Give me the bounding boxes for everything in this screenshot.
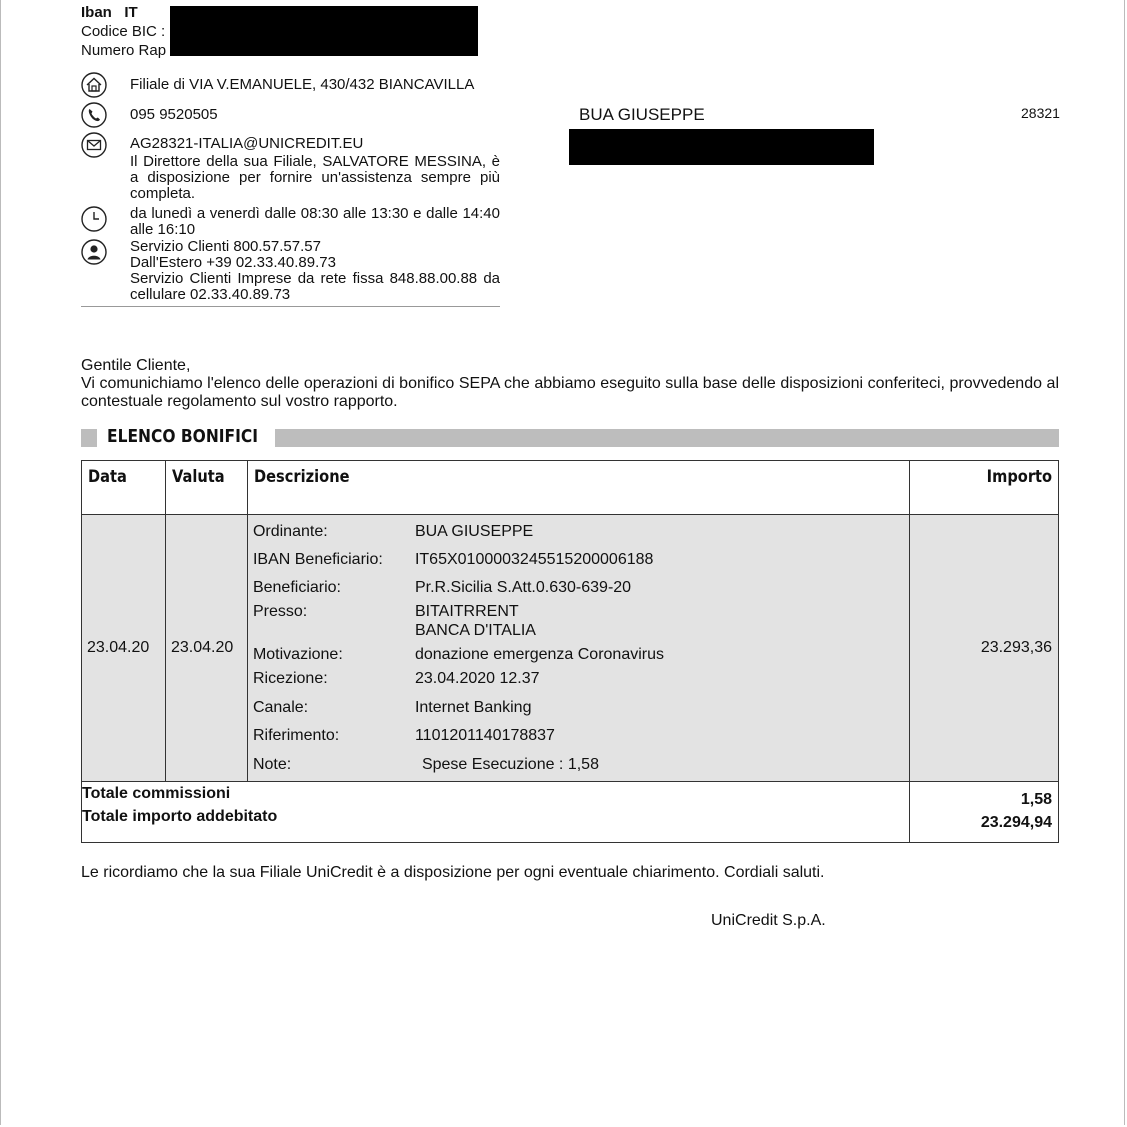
detail-value-ricezione: 23.04.2020 12.37 (414, 670, 540, 687)
total-commissioni-label: Totale commissioni (82, 785, 231, 802)
detail-value-iban: IT65X0100003245515200006188 (414, 551, 654, 568)
row-description (247, 515, 909, 782)
totals-row (82, 782, 1059, 843)
row-importo: 23.293,36 (910, 515, 1059, 782)
header-data: Data (82, 461, 166, 515)
recipient-name: BUA GIUSEPPE (579, 105, 705, 124)
iban-value: IT (124, 4, 138, 21)
intro-text: Vi comunichiamo l'elenco delle operazioni di bonifico SEPA che abbiamo eseguito sulla base delle disposizioni conferiteci, provvedendo al contestuale regolamento sul vostro rapporto. (81, 375, 1059, 410)
redaction-account (170, 6, 478, 56)
detail-value-ordinante: BUA GIUSEPPE (414, 523, 534, 540)
transfers-table (81, 460, 1059, 843)
house-icon (81, 72, 107, 98)
detail-value-motivazione: donazione emergenza Coronavirus (414, 646, 664, 663)
rapporto-label: Numero Rap (81, 42, 167, 59)
total-addebitato-label: Totale importo addebitato (82, 808, 278, 825)
service-line-2: Dall'Estero +39 02.33.40.89.73 (130, 254, 336, 271)
closing-text: Le ricordiamo che la sua Filiale UniCredit è a disposizione per ogni eventuale chiarimento. Cordiali saluti. (81, 864, 825, 881)
totals-labels (82, 782, 910, 843)
header-importo: Importo (910, 461, 1059, 515)
section-title (81, 428, 1059, 448)
recipient-code: 28321 (1021, 105, 1060, 121)
detail-label-iban: IBAN Beneficiario: (252, 551, 383, 568)
branch-hours: da lunedì a venerdì dalle 08:30 alle 13:30 e dalle 14:40 alle 16:10 (130, 205, 500, 238)
detail-value-presso-bank: BANCA D'ITALIA (414, 622, 536, 639)
envelope-icon (81, 132, 107, 158)
service-line-3: Servizio Clienti Imprese da rete fissa 848.88.00.88 da cellulare 02.33.40.89.73 (130, 270, 500, 303)
branch-address: Filiale di VIA V.EMANUELE, 430/432 BIANCAVILLA (130, 76, 475, 93)
detail-value-presso-bic: BITAITRRENT (414, 603, 519, 620)
detail-label-ricezione: Ricezione: (252, 670, 328, 687)
section-title-text: ELENCO BONIFICI (107, 426, 259, 447)
signature: UniCredit S.p.A. (711, 912, 826, 929)
detail-value-beneficiario: Pr.R.Sicilia S.Att.0.630-639-20 (414, 579, 632, 596)
total-commissioni-value: 1,58 (1020, 791, 1052, 808)
branch-divider (81, 306, 500, 307)
detail-label-beneficiario: Beneficiario: (252, 579, 341, 596)
row-data: 23.04.20 (82, 515, 166, 782)
table-row (82, 515, 1059, 782)
person-icon (81, 239, 107, 265)
table-header-row (82, 461, 1059, 515)
branch-phone: 095 9520505 (130, 106, 218, 123)
detail-value-canale: Internet Banking (414, 699, 532, 716)
bic-label: Codice BIC : (81, 23, 166, 40)
total-addebitato-value: 23.294,94 (980, 814, 1052, 831)
section-bar-right (275, 429, 1059, 447)
detail-label-ordinante: Ordinante: (252, 523, 328, 540)
detail-label-canale: Canale: (252, 699, 309, 716)
iban-label: Iban (81, 4, 112, 21)
phone-icon (81, 102, 107, 128)
iban-line (81, 3, 138, 22)
clock-icon (81, 206, 107, 232)
header-valuta: Valuta (165, 461, 247, 515)
greeting: Gentile Cliente, (81, 357, 191, 374)
redaction-address (569, 129, 874, 165)
totals-values (910, 782, 1059, 843)
detail-label-riferimento: Riferimento: (252, 727, 340, 744)
section-bar-left (81, 429, 97, 447)
row-valuta: 23.04.20 (165, 515, 247, 782)
detail-value-riferimento: 1101201140178837 (414, 727, 555, 744)
director-note: Il Direttore della sua Filiale, SALVATORE MESSINA, è a disposizione per fornire un'assistenza sempre più completa. (130, 153, 500, 202)
branch-email: AG28321-ITALIA@UNICREDIT.EU (130, 135, 364, 152)
detail-label-note: Note: (252, 756, 292, 773)
detail-value-note: Spese Esecuzione : 1,58 (421, 756, 599, 773)
header-descrizione: Descrizione (247, 461, 909, 515)
service-line-1: Servizio Clienti 800.57.57.57 (130, 238, 321, 255)
detail-label-motivazione: Motivazione: (252, 646, 343, 663)
detail-label-presso: Presso: (252, 603, 308, 620)
